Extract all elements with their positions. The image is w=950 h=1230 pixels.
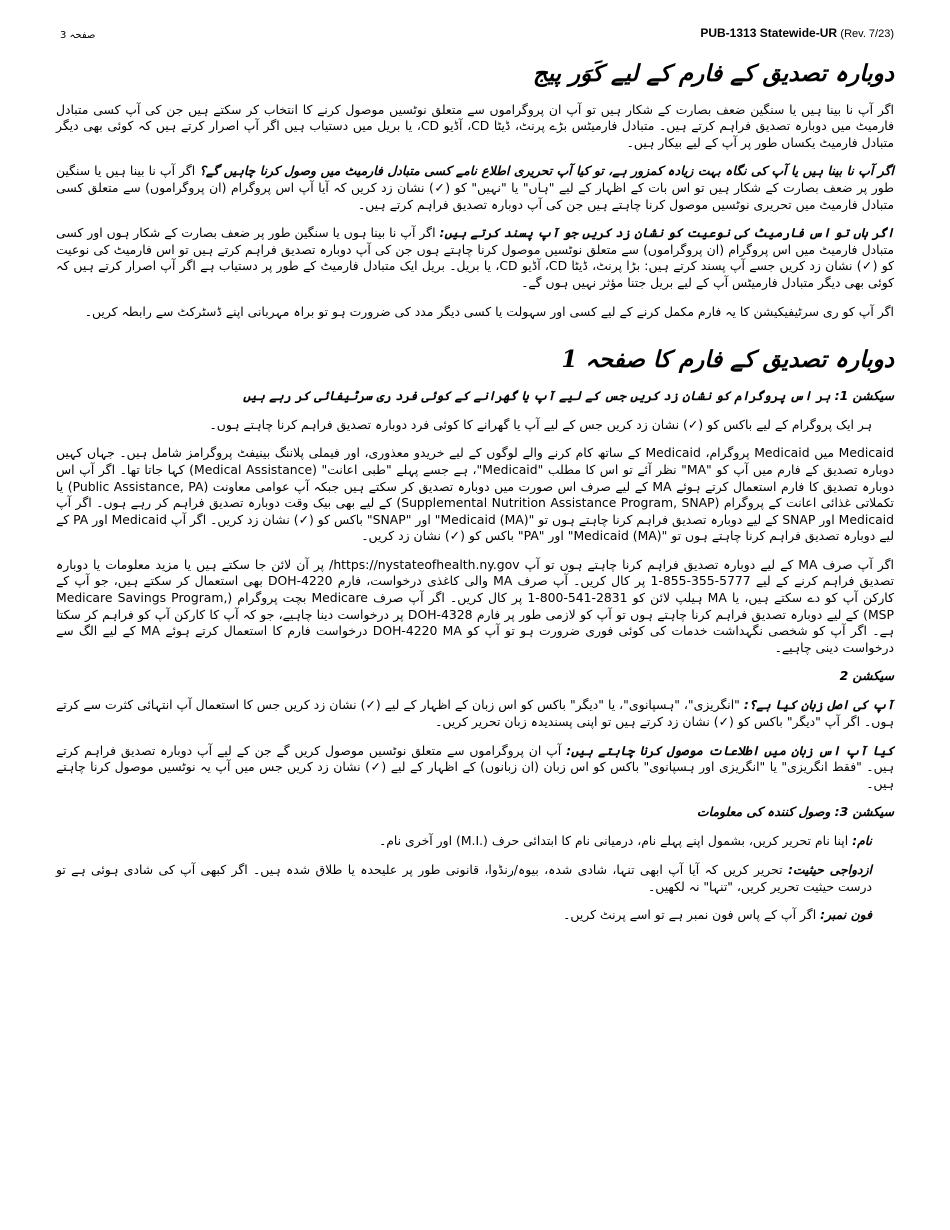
page-number: صفحہ 3 [60, 30, 96, 41]
section2-paragraph-1 [56, 697, 894, 730]
section1-paragraph-1: ہر ایک پروگرام کے لیے باکس کو (✓) نشان زد کریں جس کے لیے آپ یا گھرانے کا کوئی فرد دوبارہ تصدیق فراہم کرنا چاہتے ہوں۔ [209, 416, 872, 432]
section2-paragraph-2-text: آپ ان پروگراموں سے متعلق نوٹسیں موصول کریں گے جن کے لیے آپ دوبارہ تصدیق فراہم کرتے ہیں۔ "فقط انگریزی" یا "انگریزی اور ہسپانوی" باکس کو اس زبان (ان زبانوں) کے اظہار کے لیے (✓) نشان زد کریں جس میں آپ یہ نوٹسیں موصول کرنا چاہتے ہیں۔ [56, 742, 894, 791]
cover-paragraph-3-lead: اگر ہاں تو اس فارمیٹ کی نوعیت کو نشان زد کریں جو آپ پسند کرتے ہیں: [439, 225, 894, 241]
section2-paragraph-2 [56, 743, 894, 793]
section3-marital [56, 862, 894, 895]
section3-name [56, 833, 894, 850]
section3-heading: سیکشن 3: وصول کنندہ کی معلومات [696, 804, 894, 820]
section1-heading: سیکشن 1: ہر اس پروگرام کو نشان زد کریں جس کے لیے آپ یا گھرانے کے کوئی فرد ری سرٹیفائی کر رہے ہیں [243, 387, 894, 403]
cover-paragraph-1: اگر آپ نا بینا ہیں یا سنگین ضعف بصارت کے شکار ہیں تو آپ ان پروگراموں سے متعلق نوٹسیں موصول کرنے کا انتخاب کر سکتے ہیں جن کی آپ کسی متبادل فارمیٹ میں دوبارہ تصدیق فراہم کرتے ہیں۔ متبادل فارمیٹس بڑے پرنٹ، ڈیٹا CD، آڈیو CD، یا بریل میں دستیاب ہیں اگر آپ اصرار کرتے ہیں کہ کوئی بھی دیگر متبادل فارمیٹ یکساں طور پر آپ کے لیے بیکار ہیں۔ [56, 101, 895, 150]
section3-marital-lead: ازدواجی حیثیت: [787, 862, 872, 877]
section1-paragraph-2: Medicaid میں Medicaid پروگرام، Medicaid کے ساتھ کام کرنے والے لوگوں کے لیے خریدو معذوری، اور فیملی پلاننگ بینیفٹ پروگرامز شامل ہیں۔ جہاں کہیں دوبارہ تصدیق کے فارم میں آپ کو "MA" نظر آئے تو اس کا مطلب "Medicaid"، ہے جسے پہلے "طبی اعانت" (Medical Assistance) کہا جاتا تھا۔ اگر آپ اس دوبارہ تصدیق کا فارم استعمال کرتے ہوئے MA کے لیے صرف اس صورت میں دوبارہ تصدیق کر سکتے ہیں جبکہ آپ عوامی معاونت (Public Assistance, PA) یا تکملاتی غذائی اعانت کے پروگرام (Supplemental Nutrition Assistance Program, SNAP) کے لیے بھی بیک وقت دوبارہ تصدیق فراہم کر رہے ہوں۔ اگر آپ Medicaid اور SNAP کے لیے دوبارہ تصدیق فراہم کرنا چاہتے ہوں تو "Medicaid (MA)" اور "SNAP" باکس کو (✓) نشان زد کریں۔ اگر آپ Medicaid اور PA کے لیے دوبارہ تصدیق فراہم کرنا چاہتے ہوں تو "Medicaid (MA)" اور "PA" باکس کو (✓) نشان زد کریں۔ [56, 445, 895, 544]
document-body [56, 60, 894, 936]
cover-paragraph-3 [56, 225, 894, 291]
section2-paragraph-2-lead: کیا آپ اس زبان میں اطلاعات موصول کرنا چاہتے ہیں: [566, 742, 894, 758]
section3-name-lead: نام: [852, 833, 872, 849]
section3-marital-text: تحریر کریں کہ آیا آپ ابھی تنہا، شادی شدہ، بیوہ/رنڈوا، قانونی طور پر علیحدہ یا طلاق شدہ ہیں۔ اگر کبھی آپ کی شادی ہوئی ہے تو درست حیثیت تحریر کریں، "تنہا" نہ لکھیں۔ [56, 862, 872, 894]
cover-paragraph-2-lead: اگر آپ نا بینا ہیں یا آپ کی نگاہ بہت زیادہ کمزور ہے، تو کیا آپ تحریری اطلاع نامے کسی متبادل فارمیٹ میں وصول کرنا چاہیں گے؟ [199, 163, 894, 179]
form-id-header [700, 26, 894, 40]
section3-phone-lead: فون نمبر: [820, 907, 872, 923]
revision: (Rev. 7/23) [840, 28, 894, 40]
cover-title: دوبارہ تصدیق کے فارم کے لیے کَوَر پیج [532, 60, 894, 87]
page1-title: دوبارہ تصدیق کے فارم کا صفحہ 1 [561, 346, 894, 374]
section3-phone [56, 907, 894, 924]
cover-paragraph-2 [56, 163, 894, 213]
section2-heading: سیکشن 2 [839, 668, 894, 684]
section2-paragraph-1-lead: آپ کی اصل زبان کیا ہے؟: [743, 697, 894, 713]
section1-paragraph-3: اگر آپ صرف MA کے لیے دوبارہ تصدیق فراہم کرنا چاہتے ہوں تو آپ https://nystateofhealth.ny.gov/ پر آن لائن جا سکتے ہیں یا مزید معلومات یا دوبارہ تصدیق فراہم کرنے کے لیے 5777-355-855-1 پر کال کریں۔ آپ صرف MA والی کاغذی درخواست، فارم DOH-4220 بھی استعمال کر سکتے ہیں، جو آپ کے کارکن آپ کو دے سکتے ہیں، یا MA ہیلپ لائن کو 2831-541-800-1 پر کال کریں۔ اگر آپ صرف Medicare بچت پروگرام (Medicare Savings Program, MSP) کے لیے دوبارہ تصدیق فراہم کرنا چاہتے ہوں تو آپ کو لازمی طور پر فارم DOH-4328 پر درخواست دینا چاہیے، جو کہ آپ کا کارکن آپ کو فراہم کر سکتا ہے۔ اگر آپ کو شخصی نگہداشت خدمات کی کوئی فوری ضرورت ہو تو آپ کو DOH-4220 MA درخواست فارم کا استعمال کرتے ہوئے MA کے لیے الگ سے درخواست دینی چاہیے۔ [56, 556, 895, 655]
section3-phone-text: اگر آپ کے پاس فون نمبر ہے تو اسے پرنٹ کریں۔ [563, 907, 817, 923]
cover-paragraph-2-text: اگر آپ نا بینا ہیں یا سنگین طور پر ضعف بصارت کے شکار ہیں تو اس بات کے اظہار کے لیے "ہاں" یا "نہیں" کو (✓) نشان زد کریں کہ آیا آپ اس پروگرام (ان پروگراموں) سے متعلق کسی متبادل فارمیٹ میں تحریری نوٹسیں موصول کرنا چاہتے ہیں جن کی آپ دوبارہ تصدیق فراہم کرتے ہیں۔ [56, 163, 894, 212]
section2-paragraph-1-text: "انگریزی"، "ہسپانوی"، یا "دیگر" باکس کو اس زبان کے اظہار کے لیے (✓) نشان زد کریں جس کا استعمال آپ انتہائی کثرت سے کرتے ہوں۔ اگر آپ "دیگر" باکس کو (✓) نشان زد کرتے ہیں تو اپنی پسندیدہ زبان تحریر کریں۔ [56, 697, 894, 730]
section3-name-text: اپنا نام تحریر کریں، بشمول اپنے پہلے نام، درمیانی نام کا ابتدائی حرف (.M.I) اور آخری نام۔ [378, 833, 849, 849]
cover-paragraph-3-text: اگر آپ نا بینا ہوں یا سنگین طور پر ضعف بصارت کے شکار ہوں اور کسی متبادل فارمیٹ میں اس پروگرام (ان پروگراموں) سے متعلق نوٹسیں موصول کرنا چاہتے ہوں جن کی آپ دوبارہ تصدیق فراہم کرتے ہیں تو اس فارمیٹ کی نوعیت کو (✓) نشان زد کریں جسے آپ پسند کرتے ہیں: بڑا پرنٹ، ڈیٹا CD، آڈیو CD، یا بریل۔ بریل ایک متبادل فارمیٹ کے طور پر دستیاب ہے اگر آپ اصرار کرتے ہیں کہ کوئی بھی دیگر متبادل فارمیٹس آپ کے لیے بریل جتنا مؤثر نہیں ہوں گے۔ [56, 225, 895, 290]
form-id: PUB-1313 Statewide-UR [700, 26, 838, 40]
cover-paragraph-4: اگر آپ کو ری سرٹیفیکیشن کا یہ فارم مکمل کرنے کے لیے کسی اور سہولت یا کسی دیگر مدد کی ضرورت ہو تو براہ مہربانی اپنے ڈسٹرکٹ سے رابطہ کریں۔ [84, 303, 894, 319]
